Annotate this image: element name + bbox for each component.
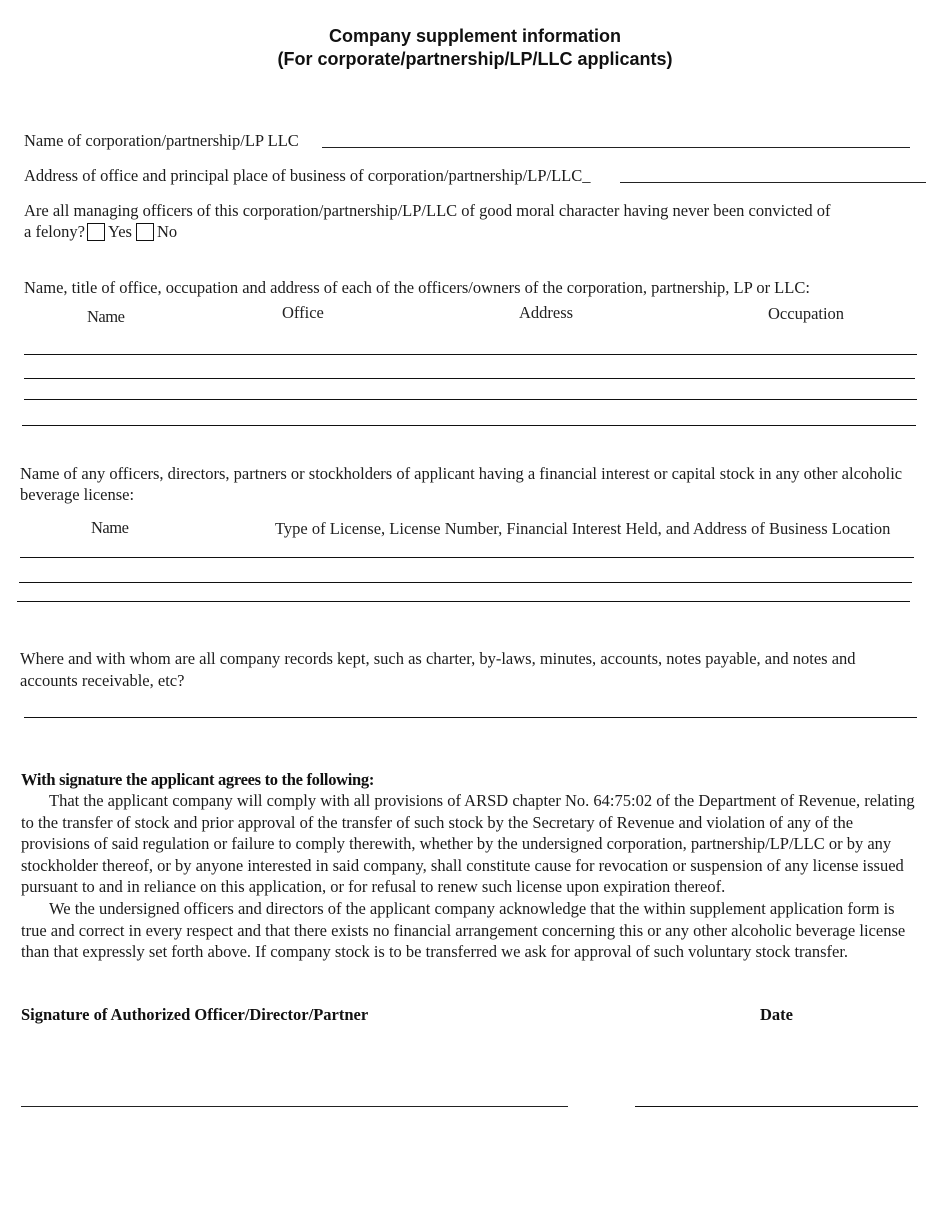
felony-question-suffix: a felony? — [24, 222, 85, 241]
address-underline — [620, 182, 926, 183]
officers-row-line[interactable] — [22, 425, 916, 426]
officers-row-line[interactable] — [24, 378, 915, 379]
address-label: Address of office and principal place of business of corporation/partnership/LP/LLC_ — [24, 166, 591, 185]
corp-name-underline — [322, 147, 910, 148]
licenses-prompt-line2: beverage license: — [20, 485, 135, 504]
felony-question-line2 — [24, 222, 177, 242]
records-prompt-line2: accounts receivable, etc? — [20, 671, 185, 690]
no-label: No — [156, 222, 178, 241]
date-field[interactable] — [635, 1086, 918, 1104]
agreement-paragraph-2: We the undersigned officers and directors of the applicant company acknowledge that the within supplement application form is true and correct in every respect and that there exists no financial arrangement concerning this or any other alcoholic beverage license than that expressly set forth above. If company stock is to be transferred we ask for approval of such voluntary stock transfer. — [21, 899, 906, 962]
agreement-paragraph-1: That the applicant company will comply with all provisions of ARSD chapter No. 64:75:02 of the Department of Revenue, relating to the transfer of stock and prior approval of the transfer of such stock by the Secretary of Revenue and violation of any of the provisions of said regulation or failure to comply therewith, whether by the undersigned corporation, partnership/LP/LLC or by any stockholder thereof, or by anyone interested in said company, shall constitute cause for revocation or suspension of any license issued pursuant to and in reliance on this application, or for refusal to renew such license upon expiration thereof. — [21, 791, 915, 897]
yes-label: Yes — [107, 222, 132, 241]
date-label: Date — [760, 1005, 793, 1024]
no-checkbox[interactable] — [136, 223, 154, 241]
licenses-col-name: Name — [91, 518, 129, 537]
date-underline — [635, 1106, 918, 1107]
corp-name-label: Name of corporation/partnership/LP LLC — [24, 131, 299, 150]
licenses-prompt: Name of any officers, directors, partners or stockholders of applicant having a financial interest or capital stock in any other alcoholic — [20, 464, 903, 483]
licenses-row-line[interactable] — [20, 557, 914, 558]
signature-label: Signature of Authorized Officer/Director/Partner — [21, 1005, 369, 1024]
officers-col-office: Office — [282, 303, 324, 322]
signature-underline — [21, 1106, 568, 1107]
officers-prompt: Name, title of office, occupation and address of each of the officers/owners of the corporation, partnership, LP or LLC: — [24, 278, 810, 297]
officers-col-occupation: Occupation — [768, 304, 845, 323]
licenses-row-line[interactable] — [19, 582, 912, 583]
licenses-col-details: Type of License, License Number, Financial Interest Held, and Address of Business Location — [275, 519, 891, 538]
officers-col-name: Name — [87, 307, 125, 326]
yes-checkbox[interactable] — [87, 223, 105, 241]
officers-row-line[interactable] — [24, 354, 917, 355]
signature-field[interactable] — [21, 1086, 568, 1104]
officers-row-line[interactable] — [24, 399, 917, 400]
records-prompt: Where and with whom are all company records kept, such as charter, by-laws, minutes, accounts, notes payable, and notes and — [20, 649, 856, 668]
agreement-heading: With signature the applicant agrees to the following: — [21, 770, 375, 789]
felony-question: Are all managing officers of this corporation/partnership/LP/LLC of good moral character having never been convicted of — [24, 201, 831, 220]
form-subtitle: (For corporate/partnership/LP/LLC applicants) — [277, 49, 673, 69]
officers-col-address: Address — [519, 303, 574, 322]
licenses-row-line[interactable] — [17, 601, 910, 602]
records-underline — [24, 717, 917, 718]
form-title: Company supplement information — [328, 26, 622, 46]
records-field[interactable] — [24, 698, 917, 716]
